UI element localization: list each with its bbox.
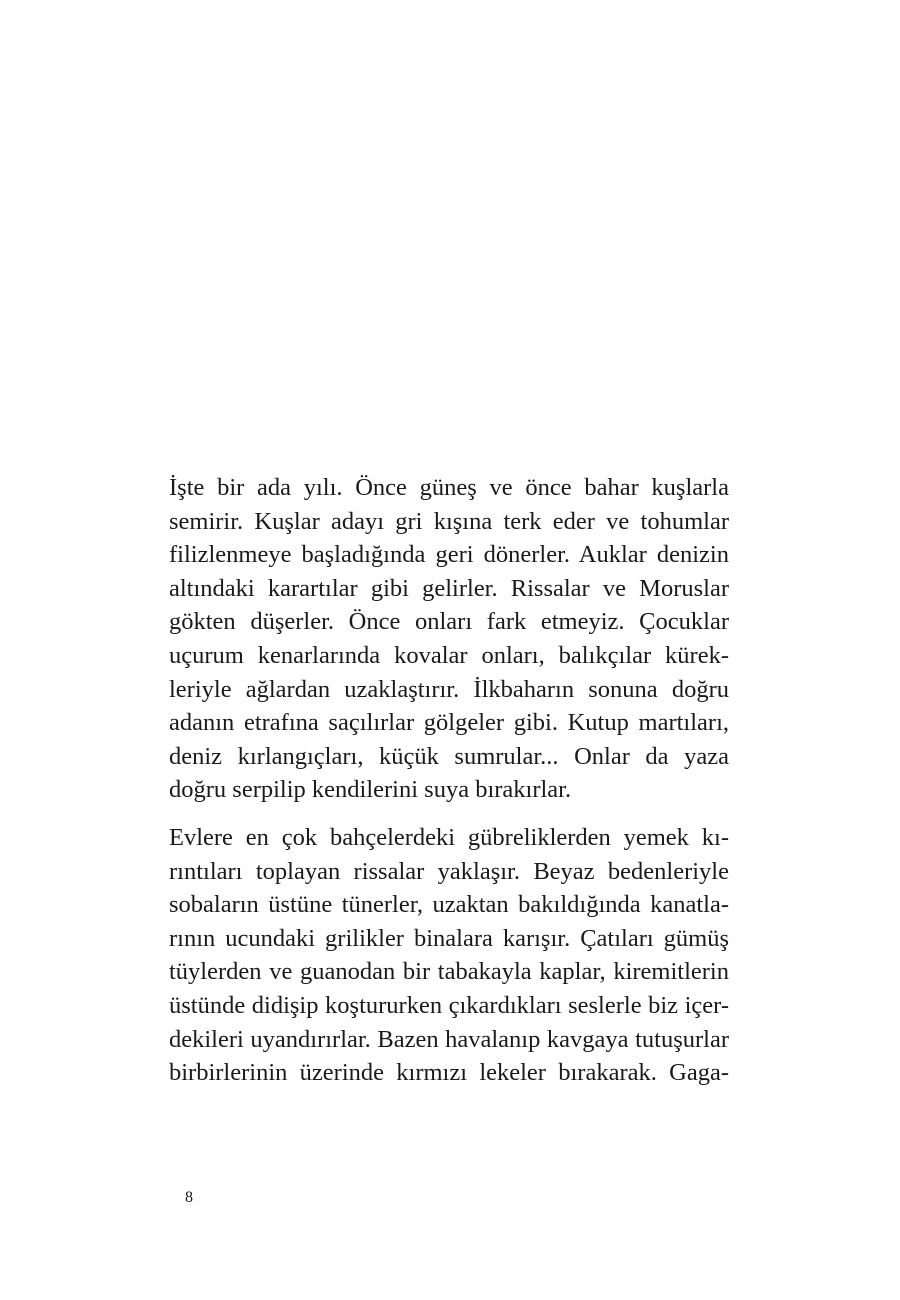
text-line: sobaların üstüne tünerler, uzaktan bakıldığında kanatla- <box>169 891 729 919</box>
text-line: filizlenmeye başladığında geri dönerler. Auklar denizin <box>169 541 729 569</box>
paragraph-2 <box>169 821 729 1090</box>
text-line: rının ucundaki grilikler binalara karışır. Çatıları gümüş <box>169 924 729 952</box>
text-line: tüylerden ve guanodan bir tabakayla kaplar, kiremitlerin <box>169 958 729 986</box>
text-line: üstünde didişip koştururken çıkardıkları seslerle biz içer- <box>169 991 729 1019</box>
text-line: deniz kırlangıçları, küçük sumrular... Onlar da yaza <box>169 742 729 770</box>
body-text <box>169 471 729 1090</box>
page-number: 8 <box>185 1189 193 1206</box>
text-line: gökten düşerler. Önce onları fark etmeyiz. Çocuklar <box>169 608 729 636</box>
paragraph-1 <box>169 471 729 807</box>
text-line: altındaki karartılar gibi gelirler. Rissalar ve Moruslar <box>169 574 729 602</box>
text-line: dekileri uyandırırlar. Bazen havalanıp kavgaya tutuşurlar <box>169 1025 729 1053</box>
text-line: doğru serpilip kendilerini suya bırakırlar. <box>169 776 572 804</box>
text-line: adanın etrafına saçılırlar gölgeler gibi. Kutup martıları, <box>169 709 729 737</box>
text-line: leriyle ağlardan uzaklaştırır. İlkbaharın sonuna doğru <box>169 675 729 703</box>
text-line: Evlere en çok bahçelerdeki gübreliklerden yemek kı- <box>169 823 729 851</box>
text-line: uçurum kenarlarında kovalar onları, balıkçılar kürek- <box>169 641 729 669</box>
text-line: rıntıları toplayan rissalar yaklaşır. Beyaz bedenleriyle <box>169 857 729 885</box>
text-line: İşte bir ada yılı. Önce güneş ve önce bahar kuşlarla <box>169 474 729 501</box>
text-line: birbirlerinin üzerinde kırmızı lekeler bırakarak. Gaga- <box>169 1059 729 1087</box>
text-line: semirir. Kuşlar adayı gri kışına terk eder ve tohumlar <box>169 507 729 535</box>
